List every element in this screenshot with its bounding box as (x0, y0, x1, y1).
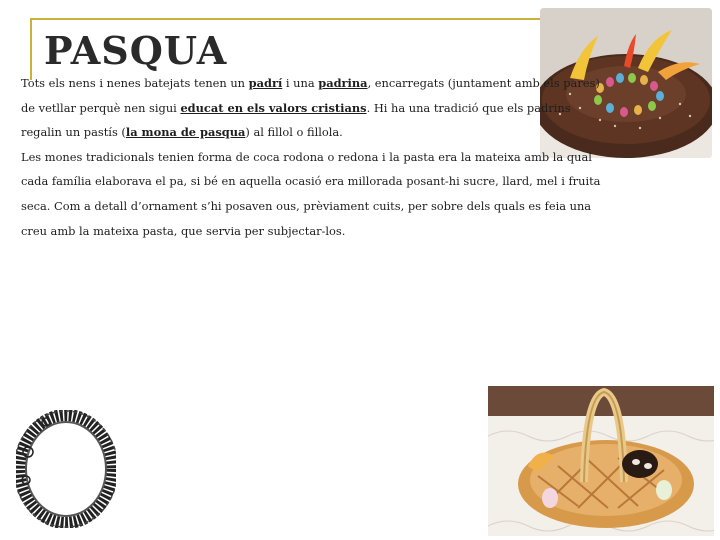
text-run: , encarregats (juntament amb els pares) de vetllar perquè nen sigui (21, 76, 600, 115)
ring-ornament-illustration (16, 410, 116, 528)
mona-basket-photo (488, 386, 714, 536)
text-run: . Hi ha una tradició que els padrins regalin un pastís ( (21, 100, 571, 140)
text-run: i una (282, 76, 319, 90)
text-run: Tots els nens i nenes batejats tenen un (21, 76, 249, 90)
term-padri: padrí (248, 76, 283, 90)
paragraph-traditional-mones: Les mones tradicionals tenien forma de coca rodona o redona i la pasta era la mateixa amb la qual cada família elaborava el pa, si bé en aquella ocasió era millorada posant-hi sucre, llard, mel i fruita seca. Com a detall d’ornament s’hi posaven ous, prèviament cuits, per sobre dels quals es feia una creu amb la mateixa pasta, que servia per subjectar-los. (21, 149, 601, 238)
term-mona-de-pasqua: la mona de pasqua (125, 125, 246, 140)
mona-basket-illustration (488, 386, 714, 536)
term-valors-cristians: educat en els valors cristians (180, 100, 367, 115)
term-padrina: padrina (318, 76, 368, 90)
paragraph-godparents (21, 71, 606, 145)
text-run: ) al fillol o fillola. (245, 125, 343, 140)
body-text (21, 71, 606, 243)
page-title: PASQUA (44, 28, 228, 73)
ring-ornament-graphic (16, 410, 116, 528)
